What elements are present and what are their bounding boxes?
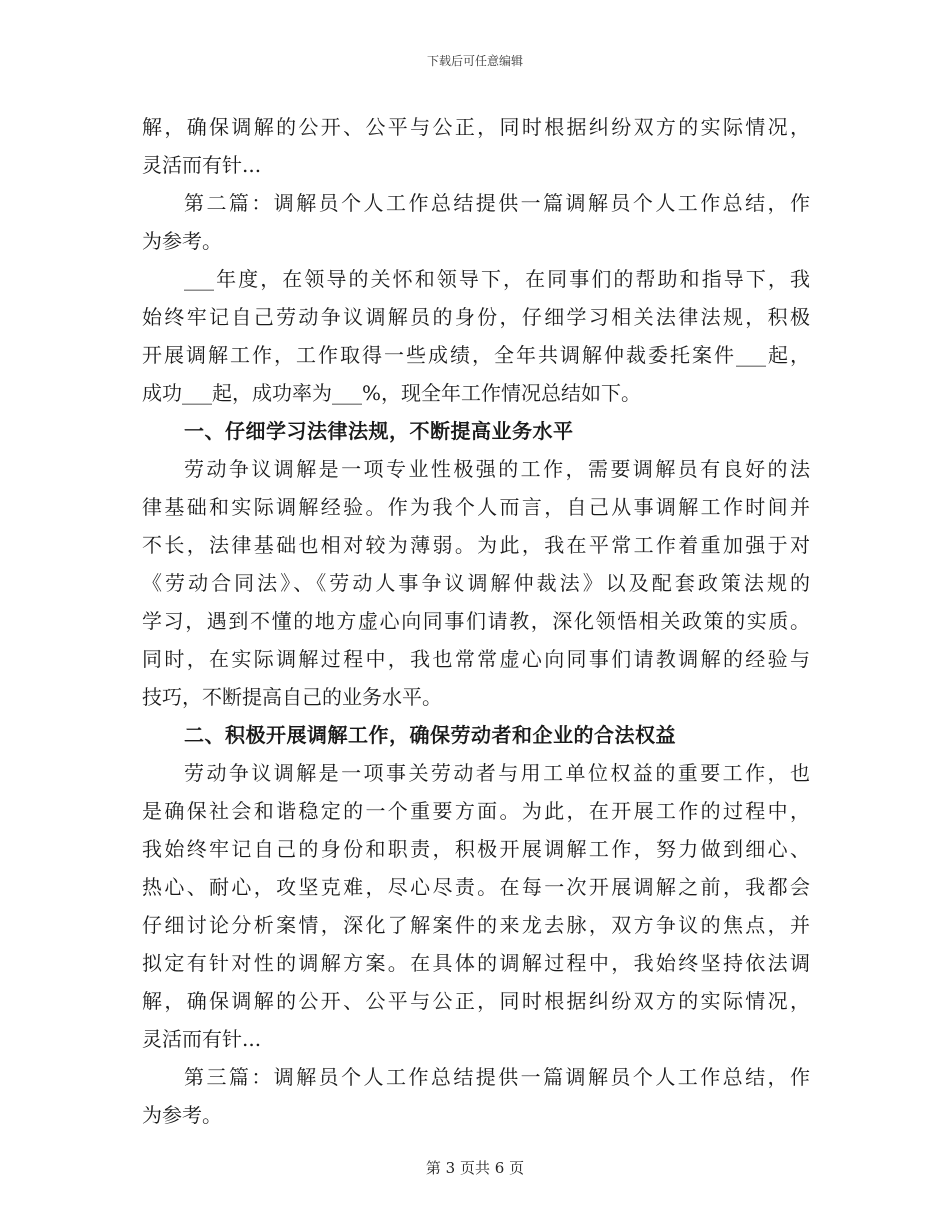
text-line: 不长，法律基础也相对较为薄弱。为此，我在平常工作着重加强于对: [142, 533, 810, 557]
section-heading-2: [142, 716, 810, 754]
text-line: 开展调解工作，工作取得一些成绩，全年共调解仲裁委托案件___起，: [142, 343, 810, 367]
text-line: 第三篇：调解员个人工作总结提供一篇调解员个人工作总结，作: [184, 1065, 810, 1089]
text-line: 劳动争议调解是一项事关劳动者与用工单位权益的重要工作，也: [184, 761, 810, 785]
text-line: 我始终牢记自己的身份和职责，积极开展调解工作，努力做到细心、: [142, 837, 810, 861]
text-line: 解，确保调解的公开、公平与公正，同时根据纠纷双方的实际情况，: [142, 115, 810, 139]
heading-text: 二、积极开展调解工作，确保劳动者和企业的合法权益: [184, 723, 676, 747]
heading-text: 一、仔细学习法律法规，不断提高业务水平: [184, 419, 574, 443]
text-line: 学习，遇到不懂的地方虚心向同事们请教，深化领悟相关政策的实质。: [142, 609, 810, 633]
text-line: 劳动争议调解是一项专业性极强的工作，需要调解员有良好的法: [184, 457, 810, 481]
text-line: 《劳动合同法》、《劳动人事争议调解仲裁法》以及配套政策法规的: [142, 571, 810, 595]
section-heading-1: [142, 412, 810, 450]
text-line: 第二篇：调解员个人工作总结提供一篇调解员个人工作总结，作: [184, 191, 810, 215]
text-line: 仔细讨论分析案情，深化了解案件的来龙去脉，双方争议的焦点，并: [142, 913, 810, 937]
paragraph-third-article: [142, 1058, 810, 1134]
page-footer: 第 3 页共 6 页: [425, 1159, 525, 1177]
text-line: 是确保社会和谐稳定的一个重要方面。为此，在开展工作的过程中，: [142, 799, 810, 823]
text-line: 为参考。: [142, 229, 222, 253]
paragraph-continuation: [142, 108, 810, 184]
text-line: 解，确保调解的公开、公平与公正，同时根据纠纷双方的实际情况，: [142, 989, 810, 1013]
text-line: 技巧，不断提高自己的业务水平。: [142, 685, 442, 709]
paragraph-annual-intro: [142, 260, 810, 412]
paragraph-mediation-work: [142, 754, 810, 1058]
text-line: 为参考。: [142, 1103, 222, 1127]
text-line: 律基础和实际调解经验。作为我个人而言，自己从事调解工作时间并: [142, 495, 810, 519]
paragraph-study-law: [142, 450, 810, 716]
paragraph-second-article: [142, 184, 810, 260]
document-body: [142, 108, 810, 1134]
text-line: ___年度，在领导的关怀和领导下，在同事们的帮助和指导下，我: [184, 267, 810, 291]
page-header: 下载后可任意编辑: [426, 54, 523, 68]
text-line: 热心、耐心，攻坚克难，尽心尽责。在每一次开展调解之前，我都会: [142, 875, 810, 899]
text-line: 成功___起，成功率为___%，现全年工作情况总结如下。: [142, 381, 642, 405]
text-line: 拟定有针对性的调解方案。在具体的调解过程中，我始终坚持依法调: [142, 951, 810, 975]
text-line: 同时，在实际调解过程中，我也常常虚心向同事们请教调解的经验与: [142, 647, 810, 671]
text-line: 灵活而有针...: [142, 1027, 262, 1051]
text-line: 灵活而有针...: [142, 153, 262, 177]
text-line: 始终牢记自己劳动争议调解员的身份，仔细学习相关法律法规，积极: [142, 305, 810, 329]
